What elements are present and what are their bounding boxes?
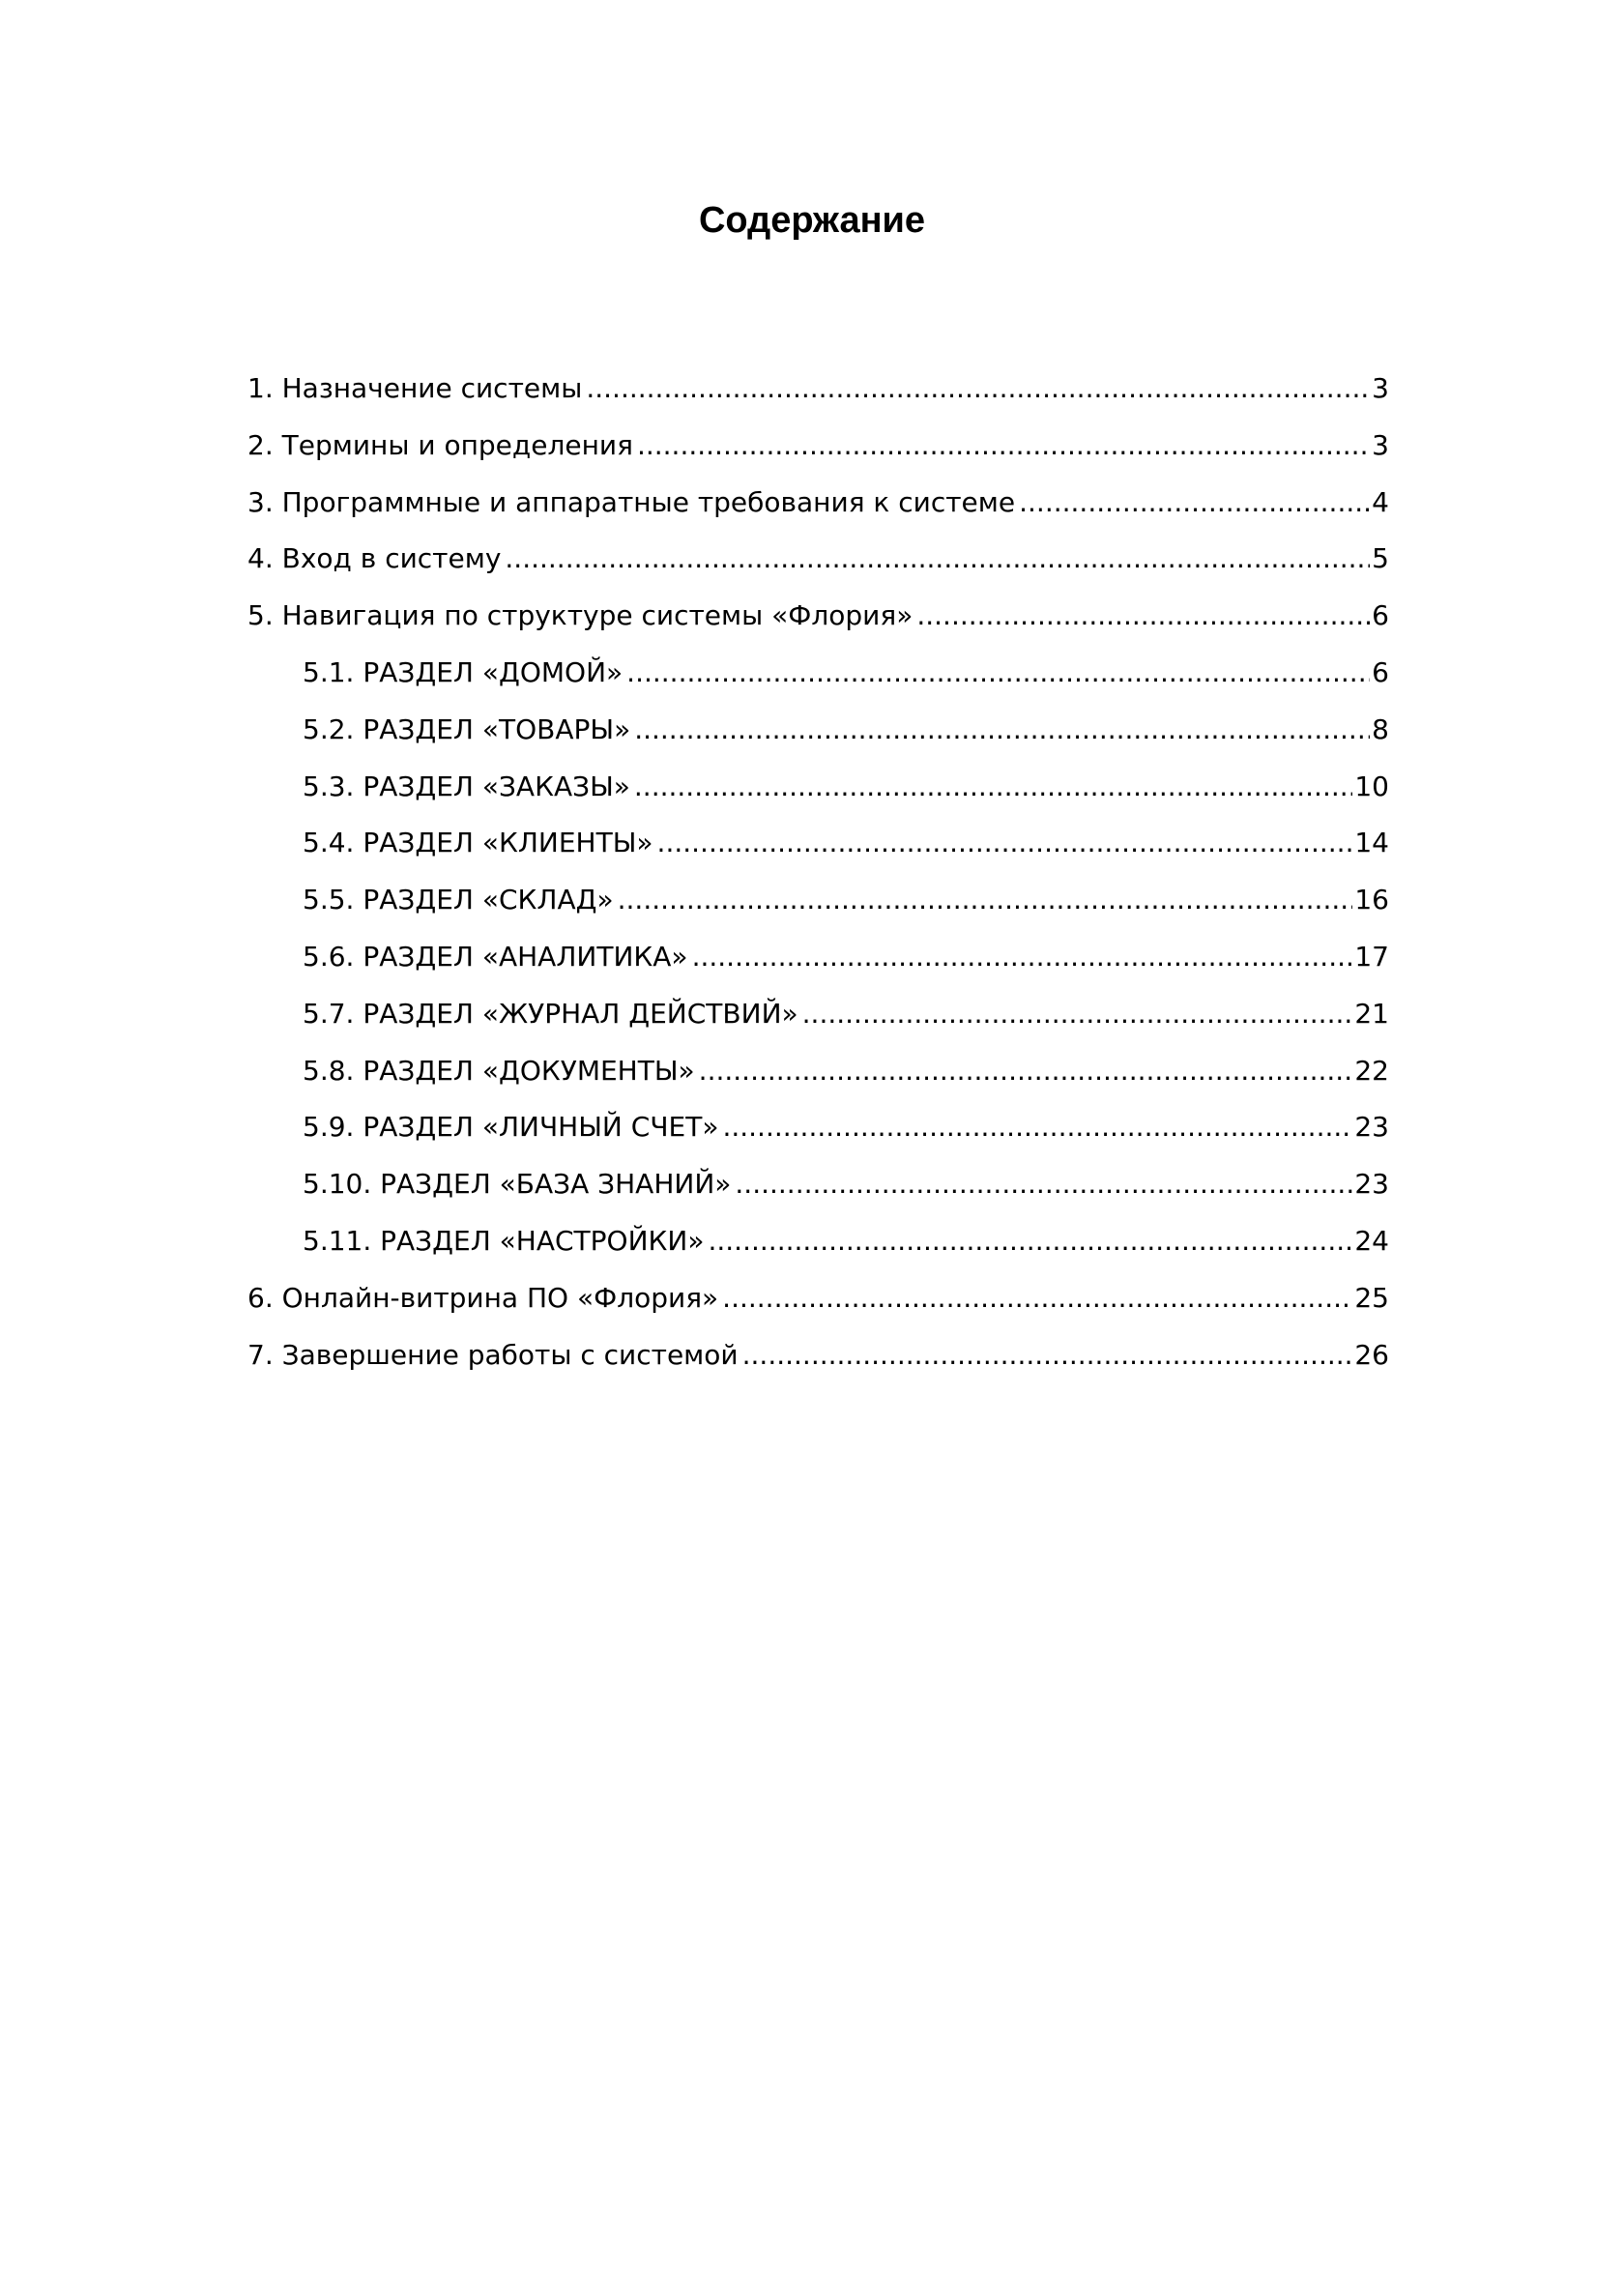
toc-dot-leader: [637, 422, 1370, 469]
table-of-contents: [247, 365, 1389, 1388]
toc-entry-label: 5.1. РАЗДЕЛ «ДОМОЙ»: [303, 655, 624, 688]
toc-entry-label: 5. Навигация по структуре системы «Флория»: [247, 599, 914, 632]
toc-entry-page: 23: [1354, 1111, 1389, 1144]
toc-entry-page: 26: [1354, 1338, 1389, 1371]
toc-entry-label: 5.6. РАЗДЕЛ «АНАЛИТИКА»: [303, 940, 688, 973]
toc-entry-page: 17: [1354, 940, 1389, 973]
toc-entry-label: 5.7. РАЗДЕЛ «ЖУРНАЛ ДЕЙСТВИЙ»: [303, 997, 798, 1030]
toc-dot-leader: [742, 1332, 1353, 1379]
toc-entry-label: 6. Онлайн-витрина ПО «Флория»: [247, 1281, 719, 1314]
toc-entry-label: 1. Назначение системы: [247, 372, 583, 404]
toc-entry[interactable]: [247, 593, 1389, 650]
toc-entry-label: 5.2. РАЗДЕЛ «ТОВАРЫ»: [303, 712, 631, 745]
toc-dot-leader: [505, 536, 1370, 582]
toc-subentry[interactable]: [247, 650, 1389, 707]
toc-entry-page: 24: [1354, 1224, 1389, 1257]
toc-subentry[interactable]: [247, 764, 1389, 821]
toc-entry-page: 3: [1372, 372, 1389, 404]
toc-entry-label: 5.9. РАЗДЕЛ «ЛИЧНЫЙ СЧЕТ»: [303, 1111, 719, 1144]
toc-entry-page: 14: [1354, 827, 1389, 859]
toc-entry[interactable]: [247, 1332, 1389, 1389]
toc-subentry[interactable]: [247, 1048, 1389, 1105]
toc-entry-page: 23: [1354, 1168, 1389, 1201]
toc-entry-label: 5.8. РАЗДЕЛ «ДОКУМЕНТЫ»: [303, 1054, 695, 1087]
toc-entry-label: 3. Программные и аппаратные требования к системе: [247, 485, 1016, 518]
toc-entry[interactable]: [247, 480, 1389, 537]
toc-dot-leader: [916, 593, 1370, 639]
toc-entry[interactable]: [247, 1275, 1389, 1332]
toc-entry-page: 22: [1354, 1054, 1389, 1087]
toc-dot-leader: [735, 1161, 1352, 1207]
toc-entry-page: 5: [1372, 542, 1389, 575]
toc-subentry[interactable]: [247, 820, 1389, 877]
toc-entry-page: 10: [1354, 770, 1389, 802]
toc-subentry[interactable]: [247, 1218, 1389, 1275]
toc-entry-label: 2. Термины и определения: [247, 428, 633, 461]
toc-dot-leader: [699, 1048, 1353, 1094]
toc-entry-page: 3: [1372, 428, 1389, 461]
toc-subentry[interactable]: [247, 707, 1389, 764]
toc-entry-page: 6: [1372, 599, 1389, 632]
toc-entry-page: 8: [1372, 712, 1389, 745]
toc-dot-leader: [657, 820, 1353, 866]
toc-subentry[interactable]: [247, 934, 1389, 991]
toc-entry-page: 25: [1354, 1281, 1389, 1314]
toc-dot-leader: [722, 1275, 1352, 1322]
toc-dot-leader: [634, 764, 1352, 810]
toc-entry-label: 5.11. РАЗДЕЛ «НАСТРОЙКИ»: [303, 1224, 705, 1257]
toc-entry-label: 5.10. РАЗДЕЛ «БАЗА ЗНАНИЙ»: [303, 1168, 732, 1201]
toc-entry-label: 5.4. РАЗДЕЛ «КЛИЕНТЫ»: [303, 827, 653, 859]
toc-entry-page: 6: [1372, 655, 1389, 688]
toc-entry-page: 16: [1354, 884, 1389, 916]
toc-dot-leader: [722, 1104, 1352, 1150]
toc-subentry[interactable]: [247, 877, 1389, 934]
toc-entry-label: 7. Завершение работы с системой: [247, 1338, 739, 1371]
toc-subentry[interactable]: [247, 1104, 1389, 1161]
toc-dot-leader: [634, 707, 1370, 753]
toc-entry-page: 4: [1372, 485, 1389, 518]
toc-entry[interactable]: [247, 365, 1389, 422]
toc-entry-page: 21: [1354, 997, 1389, 1030]
toc-entry-label: 5.5. РАЗДЕЛ «СКЛАД»: [303, 884, 614, 916]
page-title: Содержание: [698, 200, 926, 241]
toc-dot-leader: [802, 991, 1353, 1037]
toc-entry-label: 5.3. РАЗДЕЛ «ЗАКАЗЫ»: [303, 770, 630, 802]
toc-dot-leader: [1019, 480, 1370, 526]
toc-dot-leader: [708, 1218, 1352, 1264]
toc-subentry[interactable]: [247, 1161, 1389, 1218]
toc-entry-label: 4. Вход в систему: [247, 542, 502, 575]
toc-entry[interactable]: [247, 536, 1389, 593]
toc-dot-leader: [692, 934, 1353, 980]
toc-dot-leader: [618, 877, 1353, 923]
toc-entry[interactable]: [247, 422, 1389, 480]
toc-subentry[interactable]: [247, 991, 1389, 1048]
toc-dot-leader: [586, 365, 1370, 412]
toc-dot-leader: [626, 650, 1370, 696]
